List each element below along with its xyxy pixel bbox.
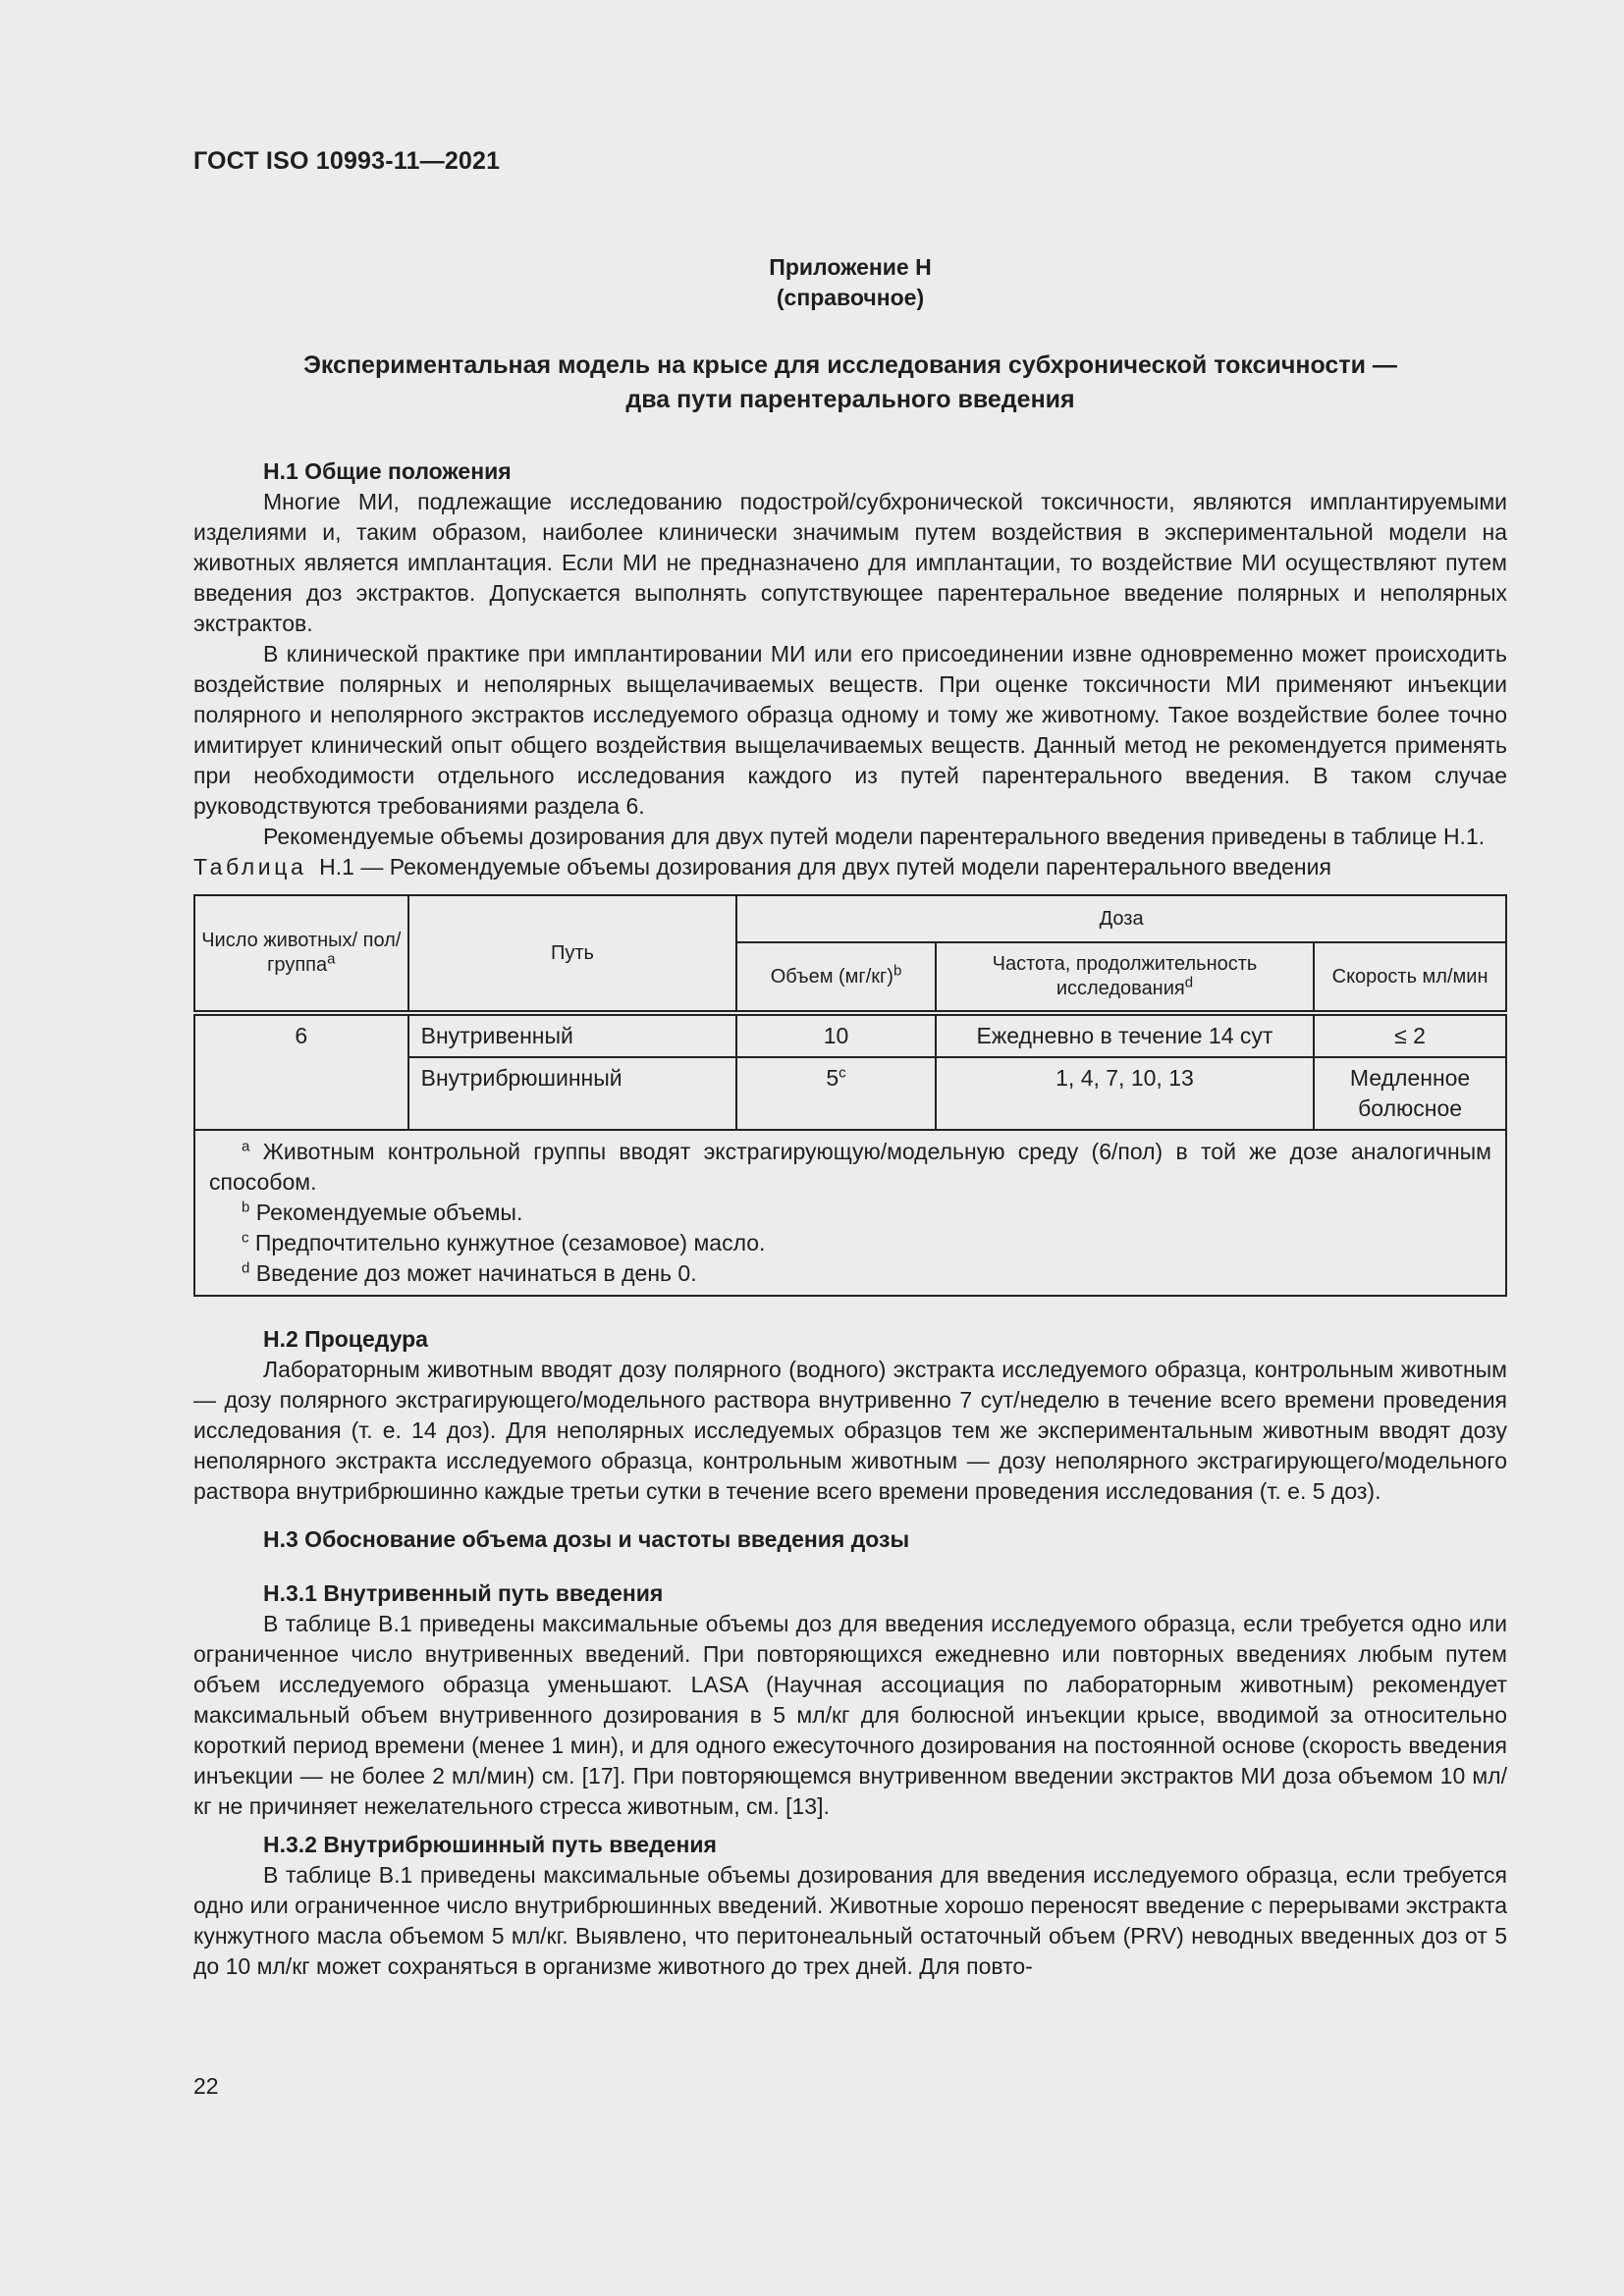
section-h1-paragraph-1: Многие МИ, подлежащие исследованию подострой/субхронической токсичности, являются имплантируемыми изделиями и, таким образом, наиболее клинически значимым путем воздействия в экспериментальной модели на животных является имплантация. Если МИ не предназначено для имплантации, то воздействие МИ осуществляют путем введения доз экстрактов. Допускается выполнять сопутствующее парентеральное введение полярных и неполярных экстрактов. — [193, 489, 1507, 636]
annex-title — [193, 348, 1507, 417]
section-h31-heading: Н.3.1 Внутривенный путь введения — [263, 1580, 664, 1606]
table-caption — [193, 852, 1507, 882]
cell-animals: 6 — [194, 1013, 408, 1130]
cell-frequency: Ежедневно в течение 14 сут — [936, 1013, 1314, 1057]
document-page — [193, 147, 1507, 1982]
section-h1-paragraph-3: Рекомендуемые объемы дозирования для двух путей модели парентерального введения приведены в таблице Н.1. — [263, 824, 1486, 849]
section-h2-heading: Н.2 Процедура — [263, 1326, 428, 1352]
table-note: $^a$ Животным контрольной группы вводят экстрагирующую/модельную среду (6/пол) в той же дозе аналогичным способом. — [209, 1138, 1491, 1195]
cell-volume: 5$^c$ — [736, 1057, 936, 1130]
cell-rate: ≤ 2 — [1314, 1013, 1506, 1057]
table-notes — [194, 1130, 1506, 1296]
header-route: Путь — [408, 895, 737, 1013]
header-animals: Число животных/ пол/группа$^a$ — [194, 895, 408, 1013]
section-h32-paragraph: В таблице В.1 приведены максимальные объемы дозирования для введения исследуемого образца, если требуется одно или ограниченное число внутрибрюшинных введений. Животные хорошо переносят введение с перерывами экстракта кунжутного масла объемом 5 мл/кг. Выявлено, что перитонеальный остаточный объем (PRV) неводных введенных доз от 5 до 10 мл/кг может сохраняться в организме животного до трех дней. Для повто- — [193, 1862, 1507, 1979]
section-h32-heading: Н.3.2 Внутрибрюшинный путь введения — [263, 1832, 717, 1857]
cell-route: Внутрибрюшинный — [408, 1057, 737, 1130]
table-row — [194, 1013, 1506, 1057]
section-h1-heading: Н.1 Общие положения — [263, 458, 512, 484]
annex-type: (справочное) — [776, 285, 925, 310]
section-h1-paragraph-2: В клинической практике при имплантировании МИ или его присоединении извне одновременно может происходить воздействие полярных и неполярных выщелачиваемых веществ. При оценке токсичности МИ применяют инъекции полярного и неполярного экстрактов исследуемого образца одному и тому же животному. Такое воздействие более точно имитирует клинический опыт общего воздействия выщелачиваемых веществ. Данный метод не рекомендуется применять при необходимости отдельного исследования каждого из путей парентерального введения. В таком случае руководствуются требованиями раздела 6. — [193, 641, 1507, 819]
annex-name: Приложение Н — [769, 254, 932, 280]
table-note: $^b$ Рекомендуемые объемы. — [242, 1199, 523, 1225]
table-caption-label: Таблица — [193, 854, 307, 880]
table-note: $^d$ Введение доз может начинаться в день 0. — [242, 1259, 697, 1286]
cell-volume: 10 — [736, 1013, 936, 1057]
table-note: $^c$ Предпочтительно кунжутное (сезамовое) масло. — [242, 1229, 766, 1255]
header-frequency: Частота, продолжительность исследования$^d$ — [936, 942, 1314, 1013]
annex-title-line2: два пути парентерального введения — [625, 386, 1075, 413]
annex-heading — [193, 252, 1507, 313]
dosing-table — [193, 894, 1507, 1297]
header-volume: Объем $(мг/кг)^b$ — [736, 942, 936, 1013]
section-h2-paragraph: Лабораторным животным вводят дозу полярного (водного) экстракта исследуемого образца, контрольным животным — дозу полярного экстрагирующего/модельного раствора внутривенно 7 сут/неделю в течение всего времени проведения исследования (т. е. 14 доз). Для неполярных исследуемых образцов тем же экспериментальным животным вводят дозу неполярного экстракта исследуемого образца, контрольным животным — дозу неполярного экстрагирующего/модельного раствора внутрибрюшинно каждые третьи сутки в течение всего времени проведения исследования (т. е. 5 доз). — [193, 1357, 1507, 1504]
section-h31-paragraph: В таблице В.1 приведены максимальные объемы доз для введения исследуемого образца, если требуется одно или ограниченное число внутривенных введений. При повторяющихся ежедневно или повторных введениях любым путем объем исследуемого образца уменьшают. LASA (Научная ассоциация по лабораторным животным) рекомендует максимальный объем внутривенного дозирования в 5 мл/кг для болюсной инъекции крысе, вводимой за относительно короткий период времени (менее 1 мин), и для одного ежесуточного дозирования на постоянной основе (скорость введения инъекции — не более 2 мл/мин) см. [17]. При повторяющемся внутривенном введении экстрактов МИ доза объемом 10 мл/кг не причиняет нежелательного стресса животным, см. [13]. — [193, 1611, 1507, 1819]
annex-title-line1: Экспериментальная модель на крысе для исследования субхронической токсичности — — [303, 351, 1397, 379]
page-number: 22 — [193, 2073, 219, 2099]
header-dose: Доза — [736, 895, 1506, 942]
standard-header: ГОСТ ISO 10993-11—2021 — [193, 147, 501, 175]
header-rate: Скорость мл/мин — [1314, 942, 1506, 1013]
section-h3-heading: Н.3 Обоснование объема дозы и частоты введения дозы — [263, 1526, 910, 1552]
table-caption-text: Н.1 — Рекомендуемые объемы дозирования для двух путей модели парентерального введения — [319, 854, 1331, 880]
cell-rate: Медленное болюсное — [1314, 1057, 1506, 1130]
cell-route: Внутривенный — [408, 1013, 737, 1057]
cell-frequency: 1, 4, 7, 10, 13 — [936, 1057, 1314, 1130]
